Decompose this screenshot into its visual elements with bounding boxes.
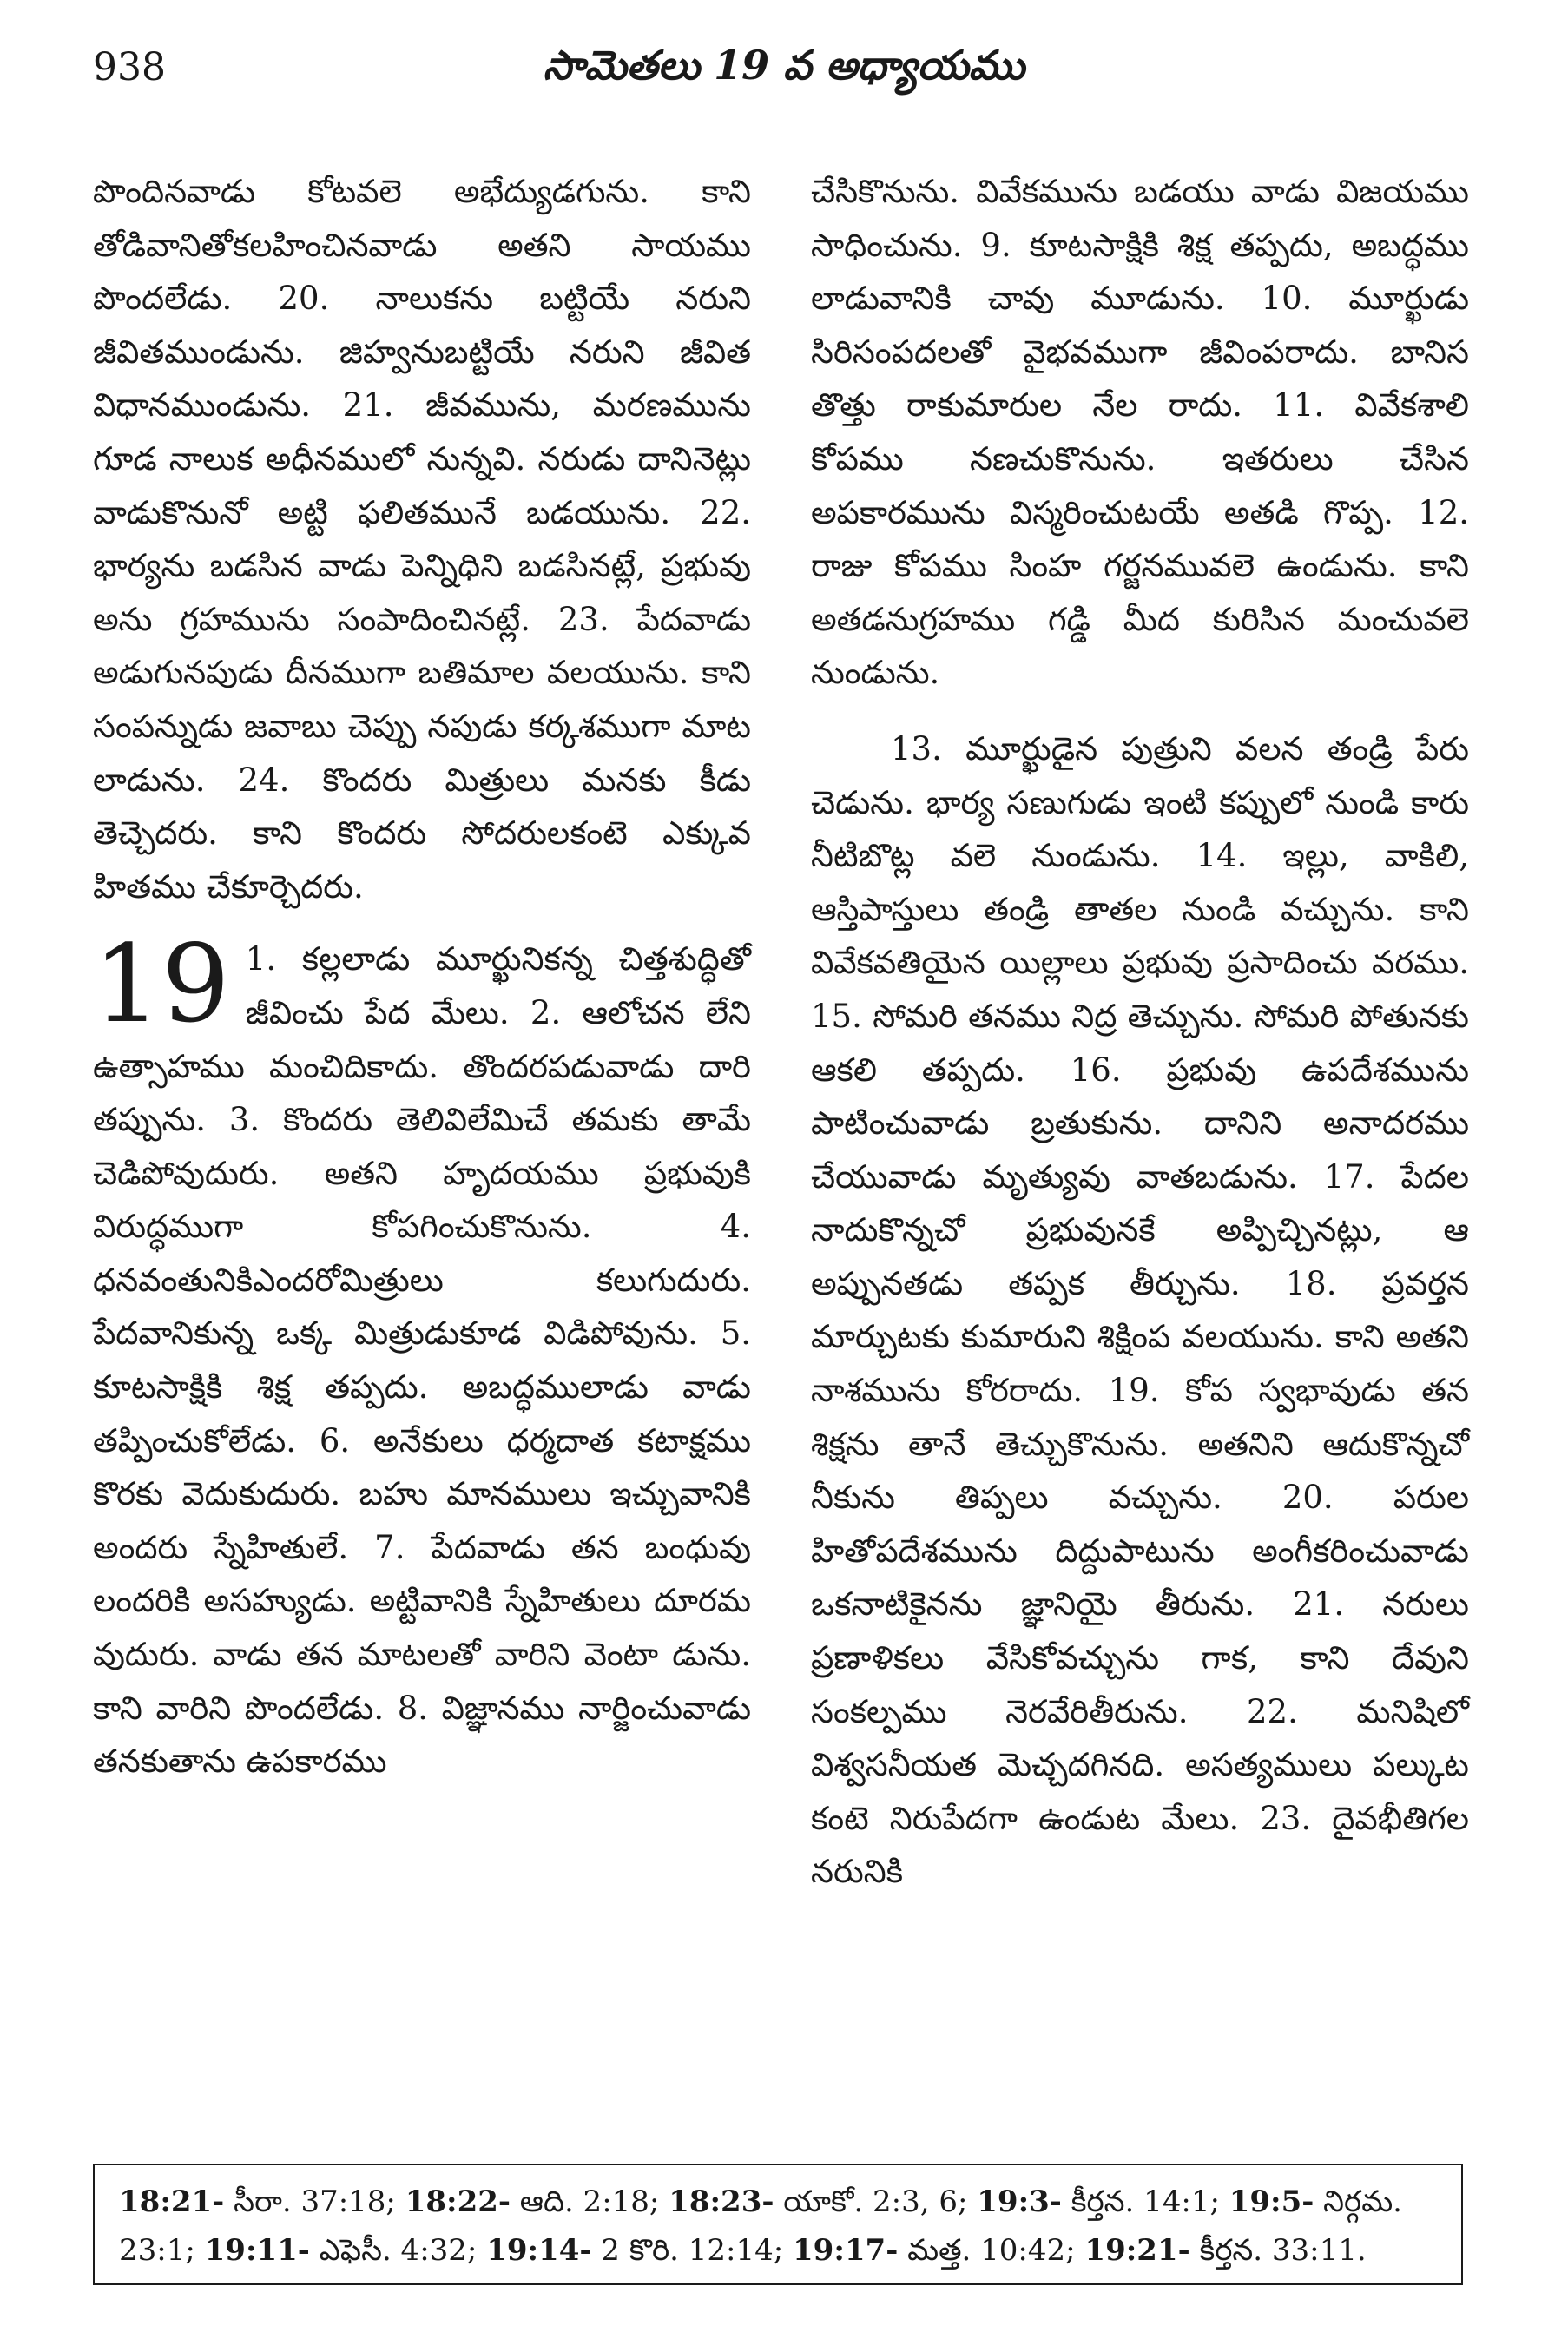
footnote-ref: 19:14- [486, 2233, 592, 2268]
footnote-text: కీర్తన. 33:11. [1189, 2233, 1367, 2268]
chapter-number: 19 [93, 922, 230, 1048]
footnote-ref: 19:5- [1229, 2184, 1314, 2219]
footnote-text: ఆది. 2:18; [511, 2184, 669, 2219]
footnote-text: 2 కొరి. 12:14; [591, 2233, 794, 2268]
footnote-ref: 19:11- [204, 2233, 310, 2268]
footnote-ref: 19:3- [977, 2184, 1062, 2219]
footnote-text: సీరా. 37:18; [224, 2184, 405, 2219]
chapter-paragraph [93, 922, 751, 1789]
footnote-ref: 19:17- [793, 2233, 899, 2268]
paragraph: 13. మూర్ఖుడైన పుత్రుని వలన తండ్రి పేరు చెడును. భార్య సణుగుడు ఇంటి కప్పులో నుండి కారు నీటిబొట్ల వలె నుండును. 14. ఇల్లు, వాకిలి, ఆస్తిపాస్తులు తండ్రి తాతల నుండి వచ్చును. కాని వివేకవతియైన యిల్లాలు ప్రభువు ప్రసాదించు వరము. 15. సోమరి తనము నిద్ర తెచ్చును. సోమరి పోతునకు ఆకలి తప్పదు. 16. ప్రభువు ఉపదేశమును పాటించువాడు బ్రతుకును. దానిని అనాదరము చేయువాడు మృత్యువు వాతబడును. 17. పేదల నాదుకొన్నచో ప్రభువునకే అప్పిచ్చినట్లు, ఆ అప్పునతడు తప్పక తీర్చును. 18. ప్రవర్తన మార్చుటకు కుమారుని శిక్షింప వలయును. కాని అతని నాశమును కోరరాదు. 19. కోప స్వభావుడు తన శిక్షను తానే తెచ్చుకొనును. అతనిని ఆదుకొన్నచో నీకును తిప్పలు వచ్చును. 20. పరుల హితోపదేశమును దిద్దుపాటును అంగీకరించువాడు ఒకనాటికైనను జ్ఞానియై తీరును. 21. నరులు ప్రణాళికలు వేసికోవచ్చును గాక, కాని దేవుని సంకల్పము నెరవేరితీరును. 22. మనిషిలో విశ్వసనీయత మెచ్చదగినది. అసత్యములు పల్కుట కంటె నిరుపేదగా ఉండుట మేలు. 23. దైవభీతిగల నరునికి [811, 729, 1469, 1891]
footnote-text: ఎఫెసీ. 4:32; [309, 2233, 487, 2268]
paragraph: చేసికొనును. వివేకమును బడయు వాడు విజయము సాధించును. 9. కూటసాక్షికి శిక్ష తప్పదు, అబద్ధము లాడువానికి చావు మూడును. 10. మూర్ఖుడు సిరిసంపదలతో వైభవముగా జీవింపరాదు. బానిస తొత్తు రాకుమారుల నేల రాదు. 11. వివేకశాలి కోపము నణచుకొనును. ఇతరులు చేసిన అపకారమును విస్మరించుటయే అతడి గొప్ప. 12. రాజు కోపము సింహ గర్జనమువలె ఉండును. కాని అతడనుగ్రహము గడ్డి మీద కురిసిన మంచువలె నుండును. [811, 173, 1469, 692]
chapter-text: 1. కల్లలాడు మూర్ఖునికన్న చిత్తశుద్ధితో జీవించు పేద మేలు. 2. ఆలోచన లేని ఉత్సాహము మంచిదికాదు. తొందరపడువాడు దారి తప్పును. 3. కొందరు తెలివిలేమిచే తమకు తామే చెడిపోవుదురు. అతని హృదయము ప్రభువుకి విరుద్ధముగా కోపగించుకొనును. 4. ధనవంతునికిఎందరోమిత్రులు కలుగుదురు. పేదవానికున్న ఒక్క మిత్రుడుకూడ విడిపోవును. 5. కూటసాక్షికి శిక్ష తప్పదు. అబద్ధములాడు వాడు తప్పించుకోలేడు. 6. అనేకులు ధర్మదాత కటాక్షము కొరకు వెదుకుదురు. బహు మానములు ఇచ్చువానికి అందరు స్నేహితులే. 7. పేదవాడు తన బంధువు లందరికి అసహ్యుడు. అట్టివానికి స్నేహితులు దూరమ వుదురు. వాడు తన మాటలతో వారిని వెంటా డును. కాని వారిని పొందలేడు. 8. విజ్ఞానము నార్జించువాడు తనకుతాను ఉపకారము [93, 940, 751, 1781]
footnote-text: కీర్తన. 14:1; [1061, 2184, 1229, 2219]
footnote-box [93, 2164, 1463, 2285]
footnote-text: నిర్గమ. 23:1; [119, 2184, 1402, 2268]
left-column [93, 165, 751, 1789]
footnote-ref: 18:21- [119, 2184, 225, 2219]
running-title: సామెతలు 19 వ అధ్యాయము [543, 42, 1025, 89]
page-number: 938 [93, 45, 166, 89]
paragraph: పొందినవాడు కోటవలె అభేద్యుడగును. కాని తోడివానితోకలహించినవాడు అతని సాయము పొందలేడు. 20. నాలుకను బట్టియే నరుని జీవితముండును. జిహ్వనుబట్టియే నరుని జీవిత విధానముండును. 21. జీవమును, మరణమును గూడ నాలుక అధీనములో నున్నవి. నరుడు దానినెట్లు వాడుకొనునో అట్టి ఫలితమునే బడయును. 22. భార్యను బడసిన వాడు పెన్నిధిని బడసినట్లే, ప్రభువు అను గ్రహమును సంపాదించినట్లే. 23. పేదవాడు అడుగునపుడు దీనముగా బతిమాల వలయును. కాని సంపన్నుడు జవాబు చెప్పు నపుడు కర్కశముగా మాట లాడును. 24. కొందరు మిత్రులు మనకు కీడు తెచ్చెదరు. కాని కొందరు సోదరులకంటె ఎక్కువ హితము చేకూర్చెదరు. [93, 173, 751, 906]
footnote-ref: 18:23- [669, 2184, 774, 2219]
footnote-text: యాకో. 2:3, 6; [774, 2184, 978, 2219]
right-column [811, 165, 1469, 1899]
footnote-text: మత్త. 10:42; [898, 2233, 1085, 2268]
footnote-ref: 19:21- [1084, 2233, 1190, 2268]
footnote-ref: 18:22- [405, 2184, 511, 2219]
